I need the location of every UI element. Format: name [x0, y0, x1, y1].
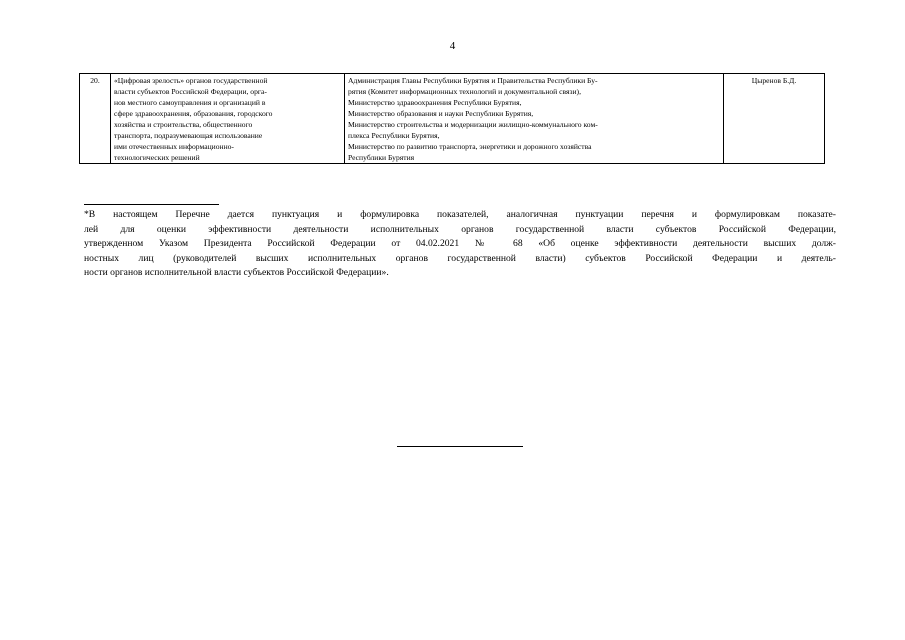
- responsible-person-cell: Цыренов Б.Д.: [724, 74, 825, 164]
- footnote-separator: [84, 204, 219, 205]
- indicator-line: нов местного самоуправления и организаций в: [114, 98, 266, 107]
- executor-line: Министерство строительства и модернизации жилищно-коммунального ком-: [348, 120, 598, 129]
- executor-line: Республики Бурятия: [348, 153, 415, 162]
- indicator-line: ими отечественных информационно-: [114, 142, 234, 151]
- indicator-line: сфере здравоохранения, образования, городского: [114, 109, 273, 118]
- footnote-line: *В настоящем Перечне дается пунктуация и формулировка показателей, аналогичная пунктуации перечня и формулировкам показате-: [84, 209, 836, 220]
- indicator-line: хозяйства и строительства, общественного: [114, 120, 253, 129]
- executor-line: Администрация Главы Республики Бурятия и Правительства Республики Бу-: [348, 76, 598, 85]
- executor-cell: [345, 74, 724, 164]
- executor-line: Министерство здравоохранения Республики Бурятия,: [348, 98, 522, 107]
- indicator-line: «Цифровая зрелость» органов государственной: [114, 76, 268, 85]
- indicators-table: [79, 73, 825, 164]
- executor-line: Министерство образования и науки Республики Бурятия,: [348, 109, 534, 118]
- footnote: [84, 208, 836, 281]
- table-row: [80, 74, 825, 164]
- indicator-line: власти субъектов Российской Федерации, орга-: [114, 87, 267, 96]
- executor-line: Министерство по развитию транспорта, энергетики и дорожного хозяйства: [348, 142, 592, 151]
- executor-line: плекса Республики Бурятия,: [348, 131, 440, 140]
- indicator-name-cell: [111, 74, 345, 164]
- footnote-line: ности органов исполнительной власти субъектов Российской Федерации».: [84, 267, 389, 278]
- document-end-rule: [397, 446, 523, 447]
- row-number: 20.: [80, 74, 111, 164]
- footnote-line: лей для оценки эффективности деятельности исполнительных органов государственной власти субъектов Российской Федерации,: [84, 223, 836, 235]
- footnote-line: утвержденном Указом Президента Российской Федерации от 04.02.2021 № 68 «Об оценке эффективности деятельности высших долж-: [84, 238, 836, 249]
- page-number: 4: [449, 40, 456, 52]
- indicator-line: технологических решений: [114, 153, 200, 162]
- footnote-line: ностных лиц (руководителей высших исполнительных органов государственной власти) субъектов Российской Федерации и деятель-: [84, 252, 836, 264]
- executor-line: рятия (Комитет информационных технологий и документальной связи),: [348, 87, 581, 96]
- indicator-line: транспорта, подразумевающая использование: [114, 131, 263, 140]
